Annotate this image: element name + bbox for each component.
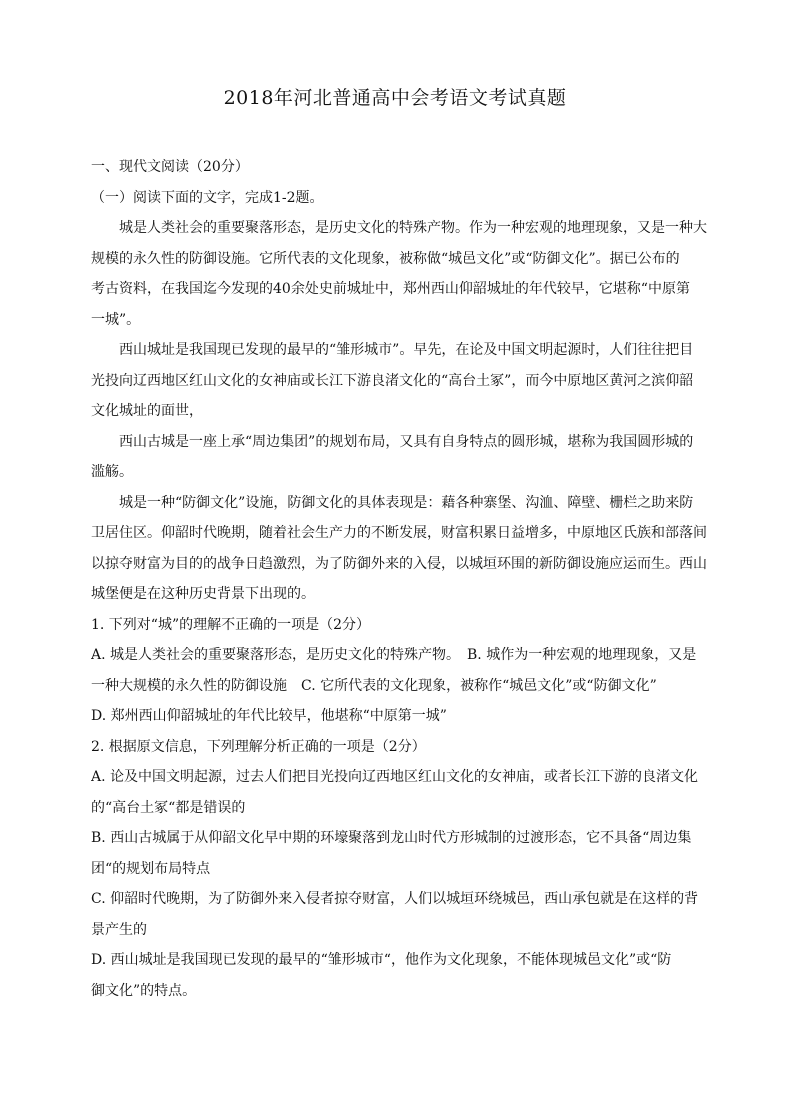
text-line: D. 西山城址是我国现已发现的最早的“雏形城市“，他作为文化现象，不能体现城邑文化”或“防 [91,952,672,968]
text-line: 2. 根据原文信息，下列理解分析正确的一项是（2分） [91,738,426,755]
text-line: 考古资料，在我国迄今发现的40余处史前城址中，郑州西山仰韶城址的年代较早，它堪称“中原第 [91,281,690,297]
text-line: 御文化”的特点。 [91,982,197,999]
text-line: B. 西山古城属于从仰韶文化早中期的环壕聚落到龙山时代方形城制的过渡形态，它不具备“周边集 [91,830,692,846]
text-line: 一种大规模的永久性的防御设施 C. 它所代表的文化现象，被称作“城邑文化”或“防御文化” [91,677,657,694]
text-line: C. 仰韶时代晚期，为了防御外来入侵者掠夺财富，人们以城垣环绕城邑，西山承包就是在这样的背 [91,891,699,907]
document-body [91,152,711,1006]
text-line: （一）阅读下面的文字，完成1-2题。 [91,189,324,206]
text-line: 文化城址的面世， [91,403,203,419]
text-line: 城是人类社会的重要聚落形态，是历史文化的特殊产物。作为一种宏观的地理现象，又是一种大 [119,220,707,236]
text-line: 城是一种“防御文化”设施，防御文化的具体表现是：藉各种寨堡、沟洫、障壁、栅栏之助来防 [119,494,694,511]
text-line: 景产生的 [91,921,147,938]
text-line: 一城”。 [91,311,141,328]
text-line: 规模的永久性的防御设施。它所代表的文化现象，被称做“城邑文化”或“防御文化”。据已公布的 [91,250,680,267]
text-line: 光投向辽西地区红山文化的女神庙或长江下游良渚文化的“高台土冢”，而今中原地区黄河之滨仰韶 [91,372,694,389]
text-line: 城堡便是在这种历史背景下出现的。 [91,586,315,602]
text-line: 以掠夺财富为目的的战争日趋激烈，为了防御外来的入侵，以城垣环围的新防御设施应运而生。西山 [91,555,707,572]
text-line: A. 城是人类社会的重要聚落形态，是历史文化的特殊产物。 B. 城作为一种宏观的地理现象，又是 [91,647,697,663]
text-line: A. 论及中国文明起源，过去人们把目光投向辽西地区红山文化的女神庙，或者长江下游的良渚文化 [91,769,699,785]
text-line: 一、现代文阅读（20分） [91,159,249,175]
page-title: 2018年河北普通高中会考语文考试真题 [223,87,567,109]
text-line: 的“高台土冢“都是错误的 [91,799,246,816]
text-line: 滥觞。 [91,464,133,480]
text-line: 西山古城是一座上承“周边集团”的规划布局，又具有自身特点的圆形城，堪称为我国圆形城的 [119,433,694,450]
text-line: D. 郑州西山仰韶城址的年代比较早，他堪称“中原第一城” [91,708,447,724]
text-line: 团“的规划布局特点 [91,860,211,877]
text-line: 1. 下列对“城”的理解不正确的一项是（2分） [91,616,371,633]
text-line: 卫居住区。仰韶时代晚期，随着社会生产力的不断发展，财富积累日益增多，中原地区氏族和部落间 [91,525,707,541]
text-line: 西山城址是我国现已发现的最早的“雏形城市”。早先，在论及中国文明起源时，人们往往把目 [119,342,694,358]
